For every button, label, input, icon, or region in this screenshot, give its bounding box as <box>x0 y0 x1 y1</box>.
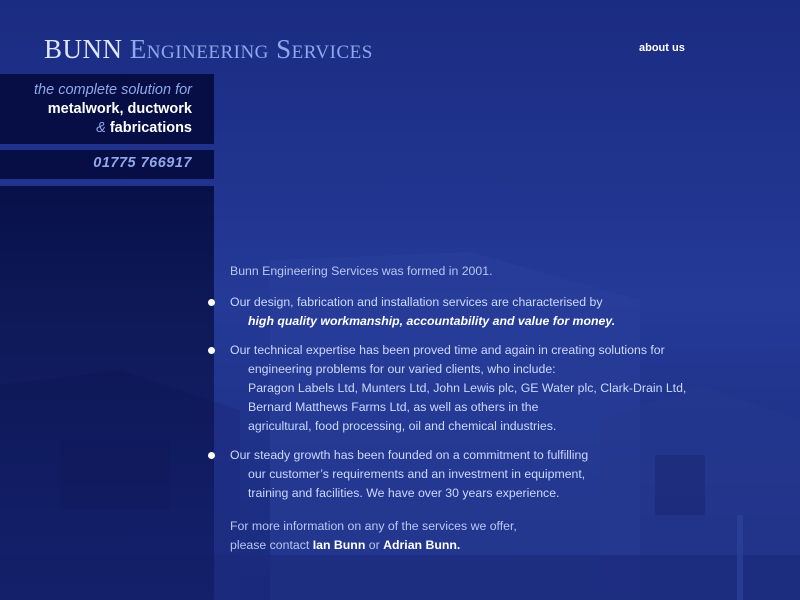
phone-number: 01775 766917 <box>0 150 214 179</box>
bullet-item-services <box>230 293 750 331</box>
contact-prefix: please contact <box>230 538 310 552</box>
tagline-ampersand: & <box>96 120 106 136</box>
contact-text <box>230 517 750 555</box>
tagline-line-3 <box>0 119 192 138</box>
bullet-dot-icon <box>208 299 215 306</box>
contact-line-2 <box>230 536 750 555</box>
contact-name-ian[interactable]: Ian Bunn <box>312 538 366 552</box>
nav-about-us-link[interactable]: about us <box>639 42 685 54</box>
bullet-1-line-1: Our design, fabrication and installation services are characterised by <box>230 295 603 309</box>
bullet-dot-icon <box>208 347 215 354</box>
contact-name-adrian[interactable]: Adrian Bunn. <box>383 538 461 552</box>
bullet-item-expertise <box>230 341 750 436</box>
bullet-2-line-1: Our technical expertise has been proved time and again in creating solutions for <box>230 343 665 357</box>
bullet-3-line-3: training and facilities. We have over 30 years experience. <box>248 486 560 500</box>
logo-word-bunn: BUNN <box>44 34 123 64</box>
logo-word-engineering-services: Engineering Services <box>129 34 373 64</box>
bullet-3-line-1: Our steady growth has been founded on a commitment to fulfilling <box>230 448 589 462</box>
bullet-3-line-2: our customer’s requirements and an investment in equipment, <box>248 467 586 481</box>
bullet-2-line-2: engineering problems for our varied clients, who include: <box>248 362 556 376</box>
tagline-line-2: metalwork, ductwork <box>47 101 192 117</box>
tagline-line-1: the complete solution for <box>34 82 192 98</box>
tagline-fabrications: fabrications <box>109 120 192 136</box>
bullet-2-line-4: Bernard Matthews Farms Ltd, as well as others in the <box>248 400 539 414</box>
bullet-item-growth <box>230 446 750 503</box>
bullet-2-line-3: Paragon Labels Ltd, Munters Ltd, John Lewis plc, GE Water plc, Clark-Drain Ltd, <box>248 381 687 395</box>
bullet-1-line-2: high quality workmanship, accountability and value for money. <box>248 314 616 328</box>
intro-text: Bunn Engineering Services was formed in 2001. <box>230 264 493 278</box>
bullet-dot-icon <box>208 452 215 459</box>
main-content <box>230 262 750 555</box>
bullet-2-line-5: agricultural, food processing, oil and chemical industries. <box>248 419 557 433</box>
contact-line-1: For more information on any of the services we offer, <box>230 519 517 533</box>
tagline-panel <box>0 74 214 144</box>
sidebar-panel <box>0 186 214 600</box>
contact-or: or <box>368 538 380 552</box>
site-logo[interactable] <box>44 34 373 65</box>
